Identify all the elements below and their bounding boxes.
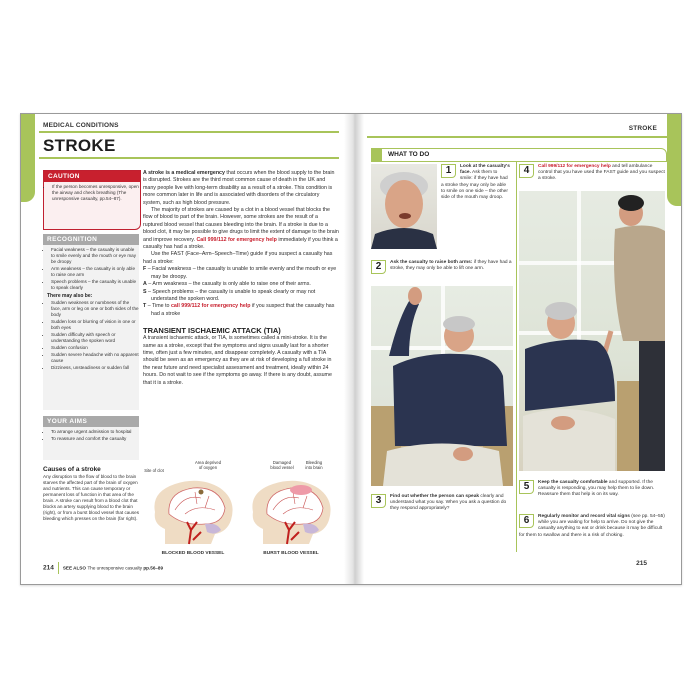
- right-edge-tab: [667, 114, 681, 206]
- step-3: 3 Find out whether the person can speak clearly and understand what you say. When you ask a question do they respond appropriately?: [371, 494, 516, 513]
- title-rule: [39, 157, 339, 159]
- recognition-item: • Sudden difficulty with speech or understanding the spoken word: [51, 332, 139, 344]
- see-also-text: The unresponsive casualty: [87, 565, 144, 571]
- recognition-item: • Sudden weakness or numbness of the face, arm or leg on one or both sides of the body: [51, 300, 139, 318]
- causes-heading: Causes of a stroke: [43, 466, 101, 473]
- intro-lead: A stroke is a medical emergency: [143, 170, 225, 176]
- photo-helper-calling: [519, 191, 665, 471]
- tia-heading: TRANSIENT ISCHAEMIC ATTACK (TIA): [143, 326, 281, 336]
- page-title: STROKE: [43, 136, 116, 155]
- caution-box: [43, 170, 141, 230]
- recognition-box: [43, 234, 139, 410]
- section-label: MEDICAL CONDITIONS: [43, 122, 119, 129]
- book-spread: [20, 113, 682, 585]
- recognition-heading: RECOGNITION: [43, 234, 139, 245]
- step-6: 6 Regularly monitor and record vital signs (see pp. 54–55) while you are waiting for help to arrive. Do not give the casualty anything to eat or drink because it may be difficult for them to swallow and there is a risk of choking.: [519, 514, 665, 538]
- intro-p2-end: immediately if you think a casualty has had a stroke.: [143, 236, 338, 251]
- main-text-column: [143, 170, 339, 387]
- what-to-do-bar: [371, 148, 667, 162]
- recognition-item: • Dizziness, unsteadiness or sudden fall: [51, 365, 139, 371]
- header-rule: [39, 131, 339, 133]
- book-gutter: [344, 114, 364, 584]
- section-label-right: STROKE: [628, 125, 657, 132]
- aims-heading: YOUR AIMS: [43, 416, 139, 427]
- intro-text: that occurs when the blood supply to the brain is disrupted. Strokes are the third most common cause of death in the UK and many people live with long-term disability as a result of a stroke. This condition is more common later in life and is associated with disorders of the circulatory system, such as high blood pressure.: [143, 170, 335, 206]
- fast-intro: Use the FAST (Face–Arm–Speech–Time) guide if you suspect a casualty has had a stroke:: [143, 251, 333, 265]
- fast-item-s: S – Speech problems – the casualty is unable to speak clearly or may not understand the spoken word.: [143, 288, 316, 302]
- photo-face: [371, 164, 437, 249]
- step-1: 1 Look at the casualty's face. Ask them to smile: if they have had a stroke they may only be able to smile on one side – the other side of the mouth may droop.: [441, 164, 510, 201]
- see-also-label: SEE ALSO: [62, 565, 86, 571]
- helper-on-phone-icon: [519, 191, 665, 471]
- tia-text: A transient ischaemic attack, or TIA, is sometimes called a mini-stroke. It is the same as a stroke, except that the symptoms and signs usually last for a shorter time, often just a few minutes, and disappear completely. A casualty with a TIA should be seen as an emergency as they are at risk of developing a full stroke in the near future and need specialist assessment and treatment, ideally within 24 hours. Do not wait to see if the symptoms go away. If there is any doubt, assume that it is a stroke.: [143, 335, 332, 386]
- left-footer: [43, 562, 163, 574]
- fast-item-t: T – Time to call 999/112 for emergency help if you suspect that the casualty has had a stroke: [143, 303, 335, 317]
- aims-item: • To reassure and comfort the casualty: [51, 436, 139, 442]
- recognition-item: • Facial weakness – the casualty is unable to smile evenly and the mouth or eye may be droopy: [51, 247, 139, 265]
- step-2: 2 Ask the casualty to raise both arms: if they have had a stroke, they may only be able to lift one arm.: [371, 260, 513, 275]
- step-number: 1: [441, 164, 456, 178]
- intro-p2: The majority of strokes are caused by a clot in a blood vessel that blocks the flow of blood to part of the brain. However, some strokes are the result of a ruptured blood vessel that causes bleeding into the brain. If a stroke is due to a blood clot, it may be possible to give drugs to limit the extent of damage to the brain and improve recovery.: [143, 207, 339, 243]
- recognition-subheading: There may also be:: [47, 293, 93, 299]
- step-number: 5: [519, 480, 534, 494]
- diagram-title: BURST BLOOD VESSEL: [263, 551, 319, 556]
- diagram-title: BLOCKED BLOOD VESSEL: [161, 551, 225, 556]
- column-divider: [516, 162, 517, 552]
- step-number: 6: [519, 514, 534, 528]
- page-number: 214: [43, 564, 54, 572]
- caution-item: • If the person becomes unresponsive, open the airway and check breathing (The unresponsive casualty, pp.54–87).: [52, 184, 140, 202]
- left-edge-tab: [21, 114, 35, 202]
- diagram-label: Bleeding into brain: [305, 460, 323, 470]
- step-5: 5 Keep the casualty comfortable and supported. If the casualty is responding, you may help them to lie down. Reassure them that help is on its way.: [519, 480, 665, 499]
- man-raising-arm-icon: [371, 286, 513, 486]
- recognition-item: • Sudden severe headache with no apparent cause: [51, 352, 139, 364]
- causes-text: Any disruption to the flow of blood to the brain starves the affected part of the brain of oxygen and nutrients. This can cause temporary or permanent loss of function in that area of the brain. A stroke can result from a blood clot that blocks an artery supplying blood to the brain (right), or from a burst blood vessel that causes bleeding which presses on the brain (far right).: [43, 474, 139, 521]
- diagram-label: Area deprived of oxygen: [194, 460, 222, 470]
- photo-raising-arm: [371, 286, 513, 486]
- step-number: 3: [371, 494, 386, 508]
- burst-vessel-diagram: [243, 460, 339, 556]
- step-number: 4: [519, 164, 534, 178]
- diagram-label: Damaged blood vessel: [270, 460, 294, 470]
- fast-item-a: A – Arm weakness – the casualty is only able to raise one of their arms.: [143, 281, 311, 288]
- recognition-item: • Speech problems – the casualty is unable to speak clearly: [51, 279, 139, 291]
- caution-heading: CAUTION: [44, 171, 140, 182]
- step-number: 2: [371, 260, 386, 274]
- fast-list: [143, 266, 339, 318]
- recognition-item: • Sudden confusion: [51, 345, 139, 351]
- aims-box: [43, 416, 139, 460]
- step-4: 4 Call 999/112 for emergency help and tell ambulance control that you have used the FAST guide and you suspect a stroke.: [519, 164, 665, 183]
- diagram-label: Site of clot: [144, 468, 164, 473]
- what-to-do-heading: WHAT TO DO: [388, 151, 430, 158]
- recognition-item: • Sudden loss or blurring of vision in one or both eyes: [51, 319, 139, 331]
- header-rule-right: [367, 136, 667, 138]
- aims-item: • To arrange urgent admission to hospital: [51, 429, 139, 435]
- brain-diagram-icon: [243, 474, 339, 546]
- fast-item-f: F – Facial weakness – the casualty is unable to smile evenly and the mouth or eye may be droopy.: [143, 266, 337, 280]
- blocked-vessel-diagram: [144, 460, 241, 556]
- brain-diagram-icon: [145, 474, 241, 546]
- right-page-number: 215: [636, 560, 647, 567]
- recognition-item: • Arm weakness – the casualty is only able to raise one arm: [51, 266, 139, 278]
- see-also-pages: pp.56–89: [143, 565, 164, 571]
- man-face-icon: [371, 164, 437, 249]
- emergency-call-text: Call 999/112 for emergency help: [196, 236, 277, 243]
